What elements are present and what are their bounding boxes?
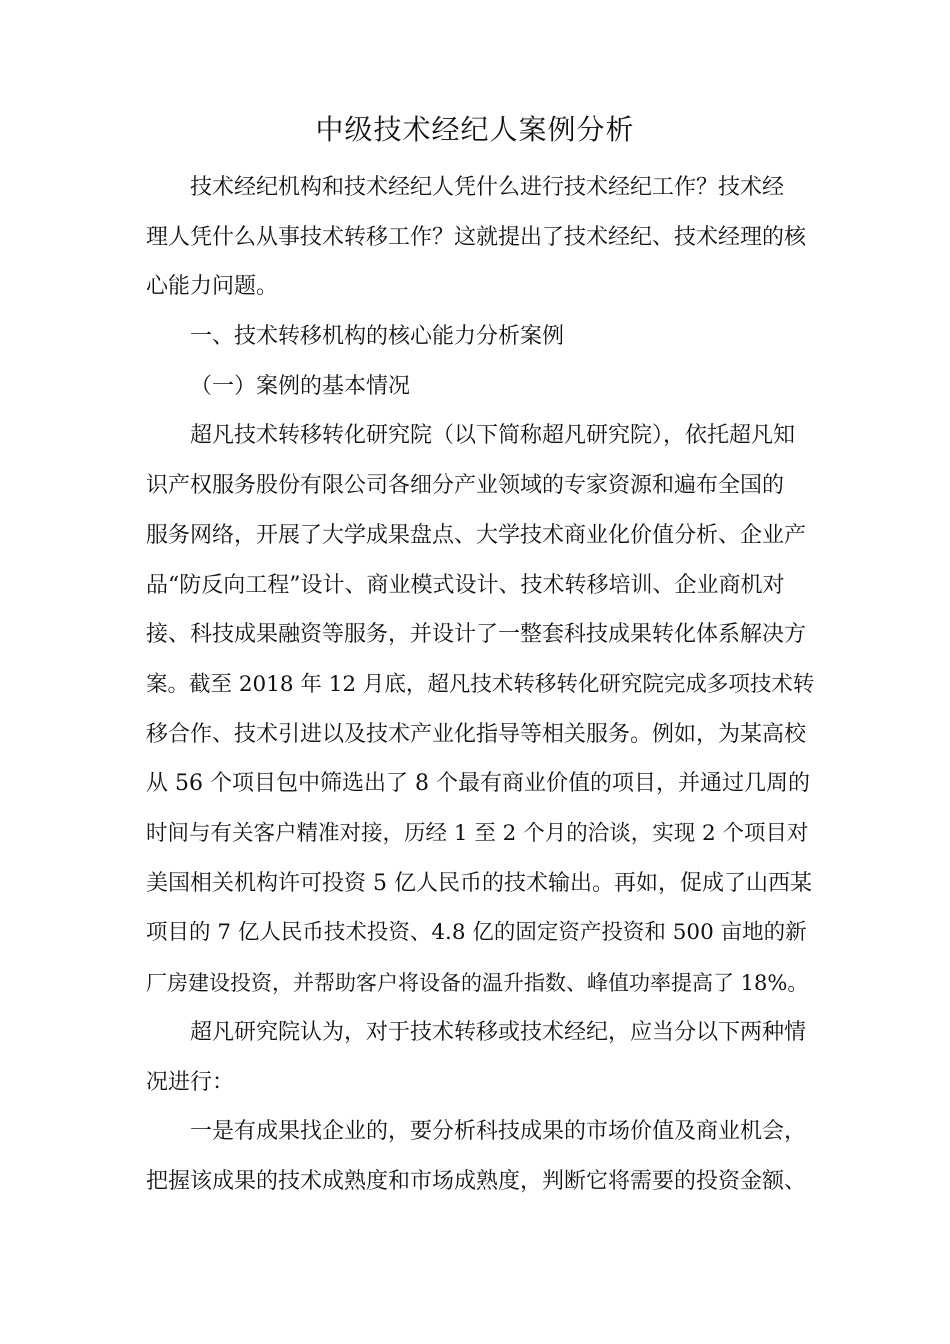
paragraph-line: 把握该成果的技术成熟度和市场成熟度，判断它将需要的投资金额、 bbox=[146, 1169, 807, 1194]
paragraph-line: 移合作、技术引进以及技术产业化指导等相关服务。例如，为某高校 bbox=[146, 722, 807, 747]
section-heading: 一、技术转移机构的核心能力分析案例 bbox=[190, 324, 565, 349]
paragraph-line: 从 56 个项目包中筛选出了 8 个最有商业价值的项目，并通过几周的 bbox=[146, 771, 810, 796]
paragraph-line: 时间与有关客户精准对接，历经 1 至 2 个月的洽谈，实现 2 个项目对 bbox=[146, 821, 809, 846]
subsection-heading: （一）案例的基本情况 bbox=[190, 374, 411, 399]
paragraph-line: 美国相关机构许可投资 5 亿人民币的技术输出。再如，促成了山西某 bbox=[146, 871, 812, 896]
page-title: 中级技术经纪人案例分析 bbox=[315, 113, 635, 146]
paragraph-line: 品“防反向工程”设计、商业模式设计、技术转移培训、企业商机对 bbox=[146, 573, 785, 598]
paragraph-line: 项目的 7 亿人民币技术投资、4.8 亿的固定资产投资和 500 亩地的新 bbox=[146, 920, 807, 945]
paragraph-line: 一是有成果找企业的，要分析科技成果的市场价值及商业机会， bbox=[190, 1119, 807, 1144]
paragraph-line: 技术经纪机构和技术经纪人凭什么进行技术经纪工作？技术经 bbox=[190, 175, 785, 200]
paragraph-line: 心能力问题。 bbox=[146, 274, 279, 299]
paragraph-line: 况进行： bbox=[146, 1070, 235, 1095]
paragraph-line: 厂房建设投资，并帮助客户将设备的温升指数、峰值功率提高了 18%。 bbox=[146, 971, 809, 995]
paragraph-line: 识产权服务股份有限公司各细分产业领域的专家资源和遍布全国的 bbox=[146, 473, 785, 498]
paragraph-line: 接、科技成果融资等服务，并设计了一整套科技成果转化体系解决方 bbox=[146, 622, 807, 647]
paragraph-line: 案。截至 2018 年 12 月底，超凡技术转移转化研究院完成多项技术转 bbox=[146, 672, 815, 697]
paragraph-line: 超凡研究院认为，对于技术转移或技术经纪，应当分以下两种情 bbox=[190, 1020, 807, 1045]
paragraph-line: 服务网络，开展了大学成果盘点、大学技术商业化价值分析、企业产 bbox=[146, 523, 807, 548]
paragraph-line: 理人凭什么从事技术转移工作？这就提出了技术经纪、技术经理的核 bbox=[146, 225, 807, 250]
paragraph-line: 超凡技术转移转化研究院（以下简称超凡研究院），依托超凡知 bbox=[190, 423, 796, 448]
